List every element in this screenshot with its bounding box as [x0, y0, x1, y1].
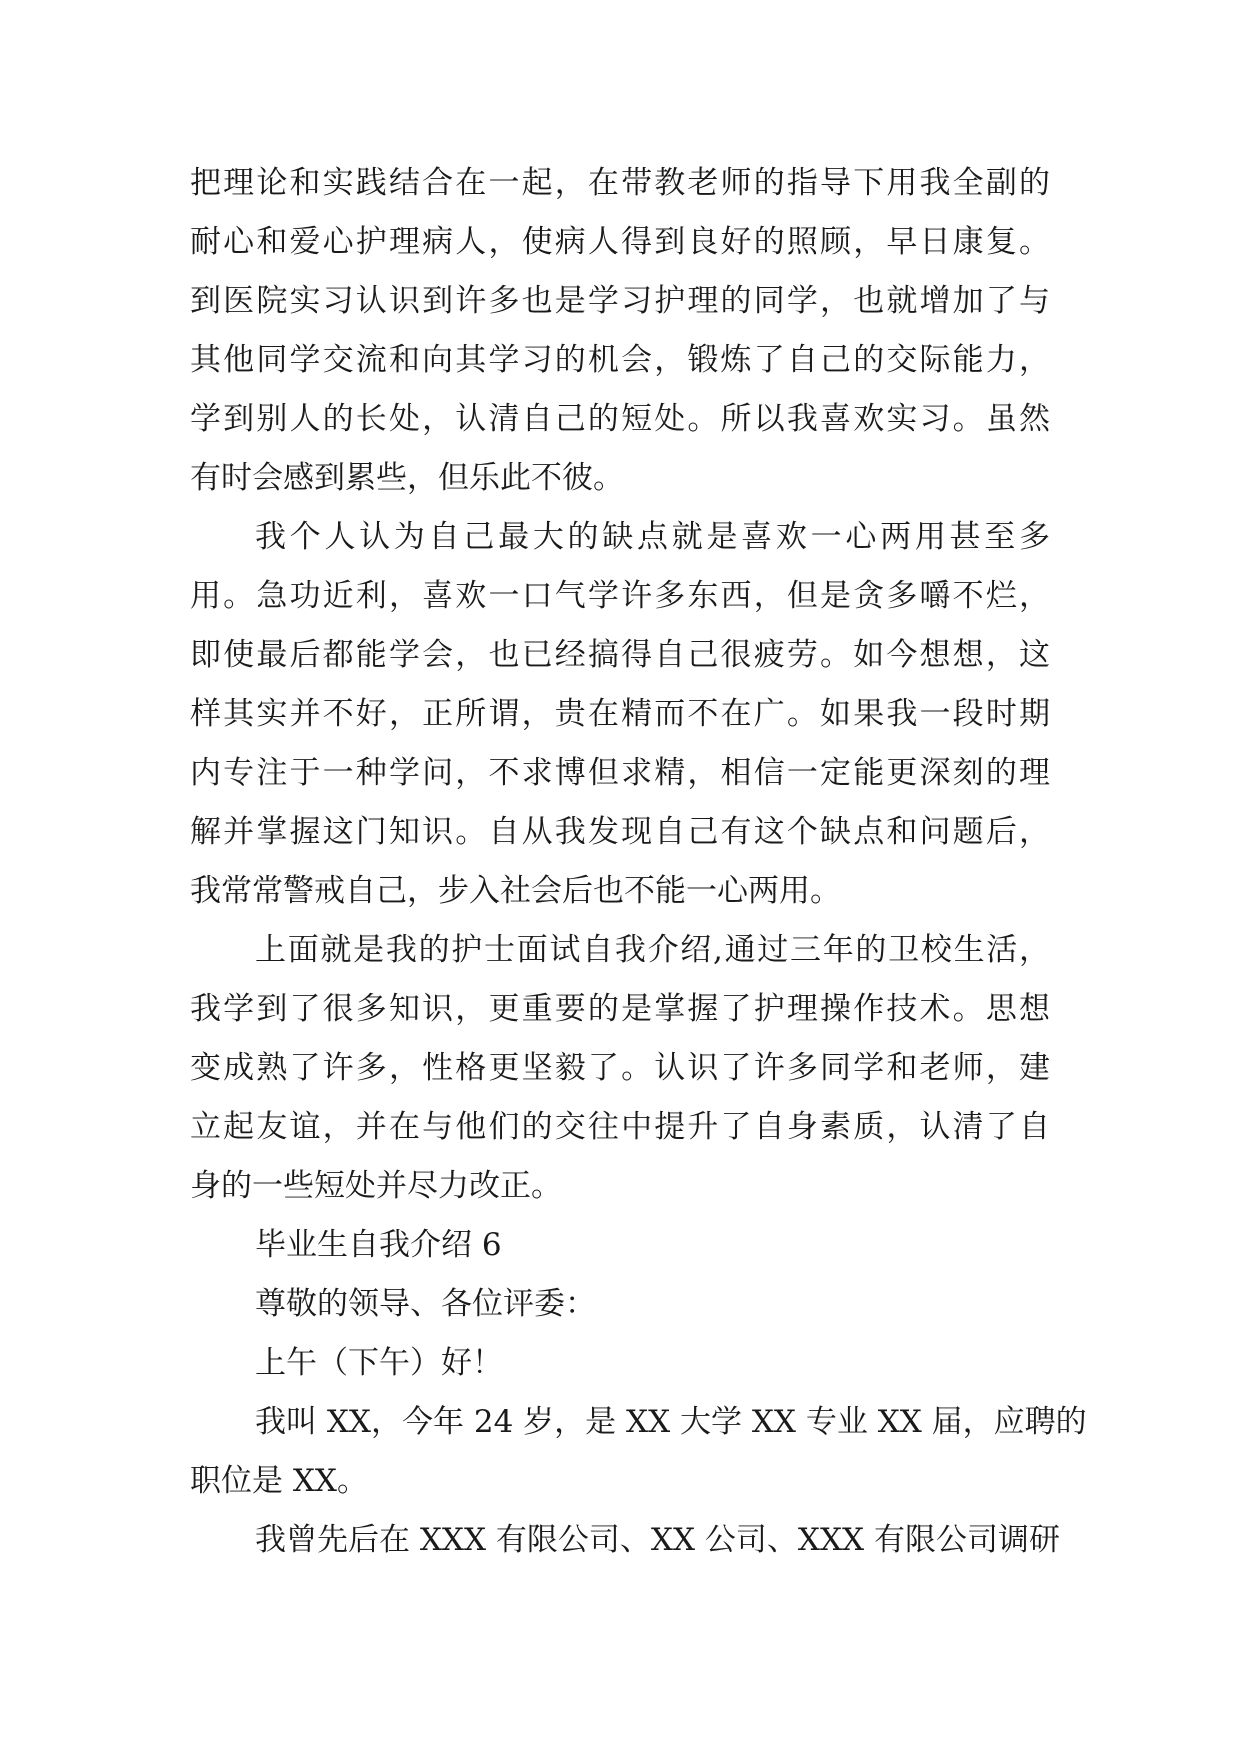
text-line: 我叫 XX，今年 24 岁，是 XX 大学 XX 专业 XX 届，应聘的: [255, 1404, 1087, 1440]
text-line: 其他同学交流和向其学习的机会，锻炼了自己的交际能力，: [190, 342, 1050, 378]
text-line: 我个人认为自己最大的缺点就是喜欢一心两用甚至多: [255, 519, 1050, 555]
text-line: 内专注于一种学问，不求博但求精，相信一定能更深刻的理: [190, 755, 1050, 791]
text-line: 到医院实习认识到许多也是学习护理的同学，也就增加了与: [190, 283, 1050, 319]
text-line: 身的一些短处并尽力改正。: [190, 1168, 562, 1204]
greeting-line: 上午（下午）好！: [255, 1345, 503, 1381]
text-line: 学到别人的长处，认清自己的短处。所以我喜欢实习。虽然: [190, 401, 1050, 437]
text-line: 立起友谊，并在与他们的交往中提升了自身素质，认清了自: [190, 1109, 1050, 1145]
section-heading: 毕业生自我介绍 6: [255, 1227, 502, 1263]
text-line: 解并掌握这门知识。自从我发现自己有这个缺点和问题后，: [190, 814, 1050, 850]
text-line: 把理论和实践结合在一起，在带教老师的指导下用我全副的: [190, 165, 1050, 201]
text-line: 我曾先后在 XXX 有限公司、XX 公司、XXX 有限公司调研: [255, 1522, 1060, 1558]
text-line: 我常常警戒自己，步入社会后也不能一心两用。: [190, 873, 841, 909]
text-line: 上面就是我的护士面试自我介绍,通过三年的卫校生活，: [255, 932, 1050, 968]
text-line: 我学到了很多知识，更重要的是掌握了护理操作技术。思想: [190, 991, 1050, 1027]
text-line: 即使最后都能学会，也已经搞得自己很疲劳。如今想想，这: [190, 637, 1050, 673]
text-line: 有时会感到累些，但乐此不彼。: [190, 460, 624, 496]
text-line: 变成熟了许多，性格更坚毅了。认识了许多同学和老师，建: [190, 1050, 1050, 1086]
document-body: [190, 154, 1087, 1570]
text-line: 职位是 XX。: [190, 1463, 368, 1499]
text-line: 耐心和爱心护理病人，使病人得到良好的照顾，早日康复。: [190, 224, 1050, 260]
text-line: 样其实并不好，正所谓，贵在精而不在广。如果我一段时期: [190, 696, 1050, 732]
salutation-line: 尊敬的领导、各位评委：: [255, 1286, 596, 1322]
text-line: 用。急功近利，喜欢一口气学许多东西，但是贪多嚼不烂，: [190, 578, 1050, 614]
